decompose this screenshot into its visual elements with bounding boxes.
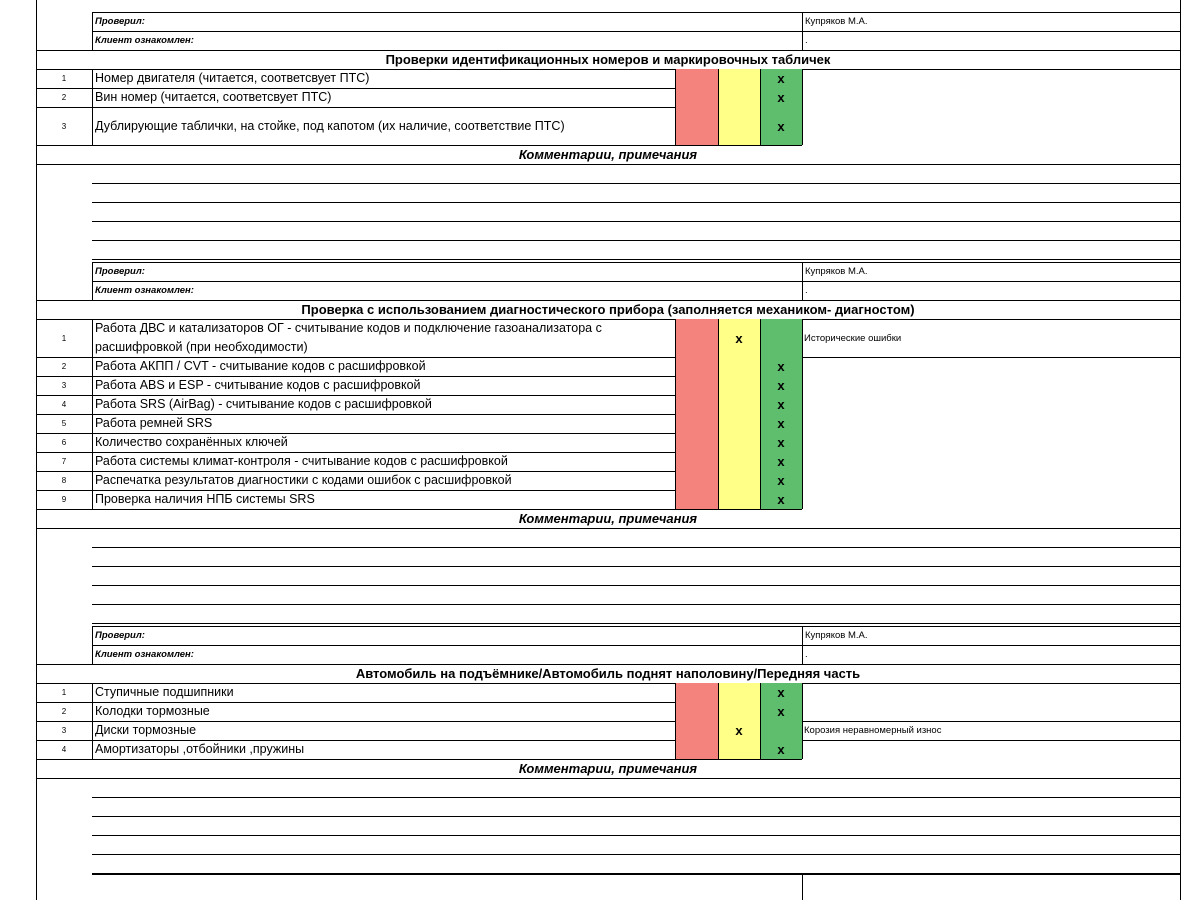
item-note bbox=[802, 471, 1180, 490]
comments-title-row bbox=[0, 145, 1200, 164]
status-green-cell[interactable] bbox=[760, 319, 802, 357]
item-note bbox=[802, 376, 1180, 395]
client-row bbox=[0, 645, 1200, 664]
status-red-cell[interactable] bbox=[675, 740, 718, 759]
check-item-row bbox=[0, 395, 1200, 414]
status-red-cell[interactable] bbox=[675, 357, 718, 376]
comment-line bbox=[92, 202, 1180, 203]
comment-line bbox=[92, 854, 1180, 855]
check-item-row bbox=[0, 740, 1200, 759]
check-item-row bbox=[0, 107, 1200, 145]
client-row bbox=[0, 281, 1200, 300]
status-red-cell[interactable] bbox=[675, 414, 718, 433]
item-text: Количество сохранённых ключей bbox=[95, 435, 288, 449]
status-yellow-cell[interactable] bbox=[718, 88, 760, 107]
check-item-row bbox=[0, 69, 1200, 88]
item-text: Дублирующие таблички, на стойке, под капотом (их наличие, соответствие ПТС) bbox=[95, 118, 565, 133]
item-number: 8 bbox=[61, 476, 67, 485]
checked-by-label: Проверил: bbox=[95, 266, 145, 277]
item-number: 1 bbox=[61, 74, 67, 83]
status-green-cell[interactable]: x bbox=[760, 107, 802, 145]
column-line bbox=[675, 683, 676, 759]
checked-by-label: Проверил: bbox=[95, 16, 145, 27]
item-text: Ступичные подшипники bbox=[95, 685, 234, 699]
item-note bbox=[802, 702, 1180, 721]
comment-line bbox=[92, 835, 1180, 836]
status-green-cell[interactable]: x bbox=[760, 740, 802, 759]
item-note bbox=[802, 395, 1180, 414]
comment-line bbox=[92, 547, 1180, 548]
status-green-cell[interactable]: x bbox=[760, 683, 802, 702]
item-number: 1 bbox=[61, 333, 67, 343]
note-top-line bbox=[802, 319, 1180, 320]
item-number: 2 bbox=[61, 707, 67, 716]
checked-by-value: Купряков М.А. bbox=[805, 266, 868, 277]
status-red-cell[interactable] bbox=[675, 490, 718, 509]
column-line bbox=[760, 69, 761, 145]
status-red-cell[interactable] bbox=[675, 69, 718, 88]
item-text: Работа АКПП / CVT - считывание кодов с расшифровкой bbox=[95, 359, 426, 373]
client-label: Клиент ознакомлен: bbox=[95, 285, 194, 296]
check-item-row bbox=[0, 376, 1200, 395]
comment-line bbox=[92, 240, 1180, 241]
check-item-row bbox=[0, 88, 1200, 107]
item-number: 3 bbox=[61, 381, 67, 390]
status-green-cell[interactable]: x bbox=[760, 88, 802, 107]
section-title-row bbox=[0, 50, 1200, 69]
comments-title-row bbox=[0, 509, 1200, 528]
column-line bbox=[718, 319, 719, 509]
client-label: Клиент ознакомлен: bbox=[95, 649, 194, 660]
item-note bbox=[802, 88, 1180, 107]
note-top-line bbox=[802, 721, 1180, 722]
section-title-row bbox=[0, 664, 1200, 683]
status-yellow-cell[interactable] bbox=[718, 433, 760, 452]
status-yellow-cell[interactable] bbox=[718, 490, 760, 509]
item-text: Вин номер (читается, соответсвует ПТС) bbox=[95, 90, 332, 104]
status-red-cell[interactable] bbox=[675, 721, 718, 740]
status-yellow-cell[interactable] bbox=[718, 107, 760, 145]
column-line bbox=[92, 319, 93, 509]
item-text: Номер двигателя (читается, соответсвует ПТС) bbox=[95, 71, 370, 85]
client-row bbox=[0, 31, 1200, 50]
status-yellow-cell[interactable] bbox=[718, 683, 760, 702]
checked-by-value: Купряков М.А. bbox=[805, 630, 868, 641]
check-item-row bbox=[0, 702, 1200, 721]
status-red-cell[interactable] bbox=[675, 319, 718, 357]
check-item-row bbox=[0, 452, 1200, 471]
item-text: Диски тормозные bbox=[95, 723, 197, 737]
item-text: Распечатка результатов диагностики с кодами ошибок с расшифровкой bbox=[95, 473, 512, 487]
status-yellow-cell[interactable]: x bbox=[718, 319, 760, 357]
comment-line bbox=[92, 585, 1180, 586]
status-red-cell[interactable] bbox=[675, 471, 718, 490]
status-yellow-cell[interactable] bbox=[718, 414, 760, 433]
column-line bbox=[92, 683, 93, 759]
item-note bbox=[802, 414, 1180, 433]
comments-title-bottom-line bbox=[36, 778, 1180, 779]
comments-title-row bbox=[0, 759, 1200, 778]
comment-line bbox=[92, 221, 1180, 222]
status-green-cell[interactable]: x bbox=[760, 702, 802, 721]
comment-line bbox=[92, 566, 1180, 567]
status-red-cell[interactable] bbox=[675, 395, 718, 414]
comment-line bbox=[92, 183, 1180, 184]
comment-line bbox=[92, 604, 1180, 605]
status-yellow-cell[interactable] bbox=[718, 395, 760, 414]
status-green-cell[interactable]: x bbox=[760, 69, 802, 88]
comments-title: Комментарии, примечания bbox=[518, 761, 698, 776]
column-line bbox=[802, 683, 803, 759]
item-text: Работа ABS и ESP - считывание кодов с расшифровкой bbox=[95, 378, 421, 392]
item-note bbox=[802, 69, 1180, 88]
status-yellow-cell[interactable] bbox=[718, 452, 760, 471]
status-yellow-cell[interactable] bbox=[718, 702, 760, 721]
item-note bbox=[802, 107, 1180, 145]
column-line bbox=[802, 69, 803, 145]
item-note bbox=[802, 357, 1180, 376]
item-number: 3 bbox=[61, 726, 67, 735]
item-number: 7 bbox=[61, 457, 67, 466]
comments-title: Комментарии, примечания bbox=[518, 147, 698, 162]
status-yellow-cell[interactable] bbox=[718, 69, 760, 88]
item-number: 3 bbox=[61, 121, 67, 131]
item-note: Исторические ошибки bbox=[804, 332, 902, 344]
comments-title-bottom-line bbox=[36, 164, 1180, 165]
checked-by-value: Купряков М.А. bbox=[805, 16, 868, 27]
status-red-cell[interactable] bbox=[675, 376, 718, 395]
item-number: 5 bbox=[61, 419, 67, 428]
column-line bbox=[92, 69, 93, 145]
client-label: Клиент ознакомлен: bbox=[95, 35, 194, 46]
footer-divider bbox=[802, 874, 803, 900]
status-red-cell[interactable] bbox=[675, 88, 718, 107]
comment-line bbox=[92, 259, 1180, 260]
client-value: . bbox=[805, 285, 808, 296]
check-item-row bbox=[0, 683, 1200, 702]
checked-by-row bbox=[0, 262, 1200, 281]
item-note: Корозия неравномерный износ bbox=[804, 725, 942, 736]
section-title: Проверки идентификационных номеров и маркировочных табличек bbox=[385, 52, 831, 67]
section-title: Проверка с использованием диагностического прибора (заполняется механиком- диагностом) bbox=[301, 302, 915, 317]
status-green-cell[interactable] bbox=[760, 721, 802, 740]
item-note bbox=[802, 740, 1180, 759]
comments-title-bottom-line bbox=[36, 528, 1180, 529]
check-item-row bbox=[0, 721, 1200, 740]
item-text: Работа ремней SRS bbox=[95, 416, 213, 430]
column-line bbox=[675, 319, 676, 509]
status-red-cell[interactable] bbox=[675, 683, 718, 702]
item-note bbox=[802, 490, 1180, 509]
status-green-cell[interactable]: x bbox=[760, 433, 802, 452]
status-yellow-cell[interactable] bbox=[718, 376, 760, 395]
checked-by-label: Проверил: bbox=[95, 630, 145, 641]
item-text: Работа системы климат-контроля - считывание кодов с расшифровкой bbox=[95, 454, 508, 468]
column-line bbox=[760, 319, 761, 509]
status-green-cell[interactable]: x bbox=[760, 490, 802, 509]
column-line bbox=[718, 683, 719, 759]
check-item-row bbox=[0, 357, 1200, 376]
status-red-cell[interactable] bbox=[675, 433, 718, 452]
checked-by-row bbox=[0, 12, 1200, 31]
status-red-cell[interactable] bbox=[675, 702, 718, 721]
status-green-cell[interactable]: x bbox=[760, 471, 802, 490]
section-title-row bbox=[0, 300, 1200, 319]
status-green-cell[interactable]: x bbox=[760, 414, 802, 433]
column-line bbox=[718, 69, 719, 145]
item-note bbox=[802, 683, 1180, 702]
comment-line bbox=[92, 797, 1180, 798]
check-item-row bbox=[0, 319, 1200, 357]
client-value: . bbox=[805, 649, 808, 660]
item-text: Работа SRS (AirBag) - считывание кодов с расшифровкой bbox=[95, 397, 432, 411]
status-green-cell[interactable]: x bbox=[760, 452, 802, 471]
item-number: 6 bbox=[61, 438, 67, 447]
status-yellow-cell[interactable]: x bbox=[718, 721, 760, 740]
comment-line bbox=[92, 623, 1180, 624]
status-yellow-cell[interactable] bbox=[718, 740, 760, 759]
item-text: Работа ДВС и катализаторов ОГ - считывание кодов и подключение газоанализатора с расшифровкой (при необходимости) bbox=[95, 321, 602, 354]
section-left-line bbox=[36, 300, 37, 528]
item-number: 9 bbox=[61, 495, 67, 504]
column-line bbox=[675, 69, 676, 145]
item-text: Проверка наличия НПБ системы SRS bbox=[95, 492, 315, 506]
status-red-cell[interactable] bbox=[675, 452, 718, 471]
item-number: 4 bbox=[61, 745, 67, 754]
footer-line bbox=[92, 874, 1180, 875]
check-item-row bbox=[0, 433, 1200, 452]
section-title: Автомобиль на подъёмнике/Автомобиль поднят наполовину/Передняя часть bbox=[355, 666, 861, 681]
status-yellow-cell[interactable] bbox=[718, 471, 760, 490]
checked-by-row bbox=[0, 626, 1200, 645]
status-red-cell[interactable] bbox=[675, 107, 718, 145]
client-value: . bbox=[805, 35, 808, 46]
item-number: 2 bbox=[61, 93, 67, 102]
item-number: 4 bbox=[61, 400, 67, 409]
item-text: Колодки тормозные bbox=[95, 704, 210, 718]
check-item-row bbox=[0, 414, 1200, 433]
column-line bbox=[760, 683, 761, 759]
column-line bbox=[802, 319, 803, 509]
comment-line bbox=[92, 816, 1180, 817]
check-item-row bbox=[0, 490, 1200, 509]
item-note bbox=[802, 433, 1180, 452]
item-text: Амортизаторы ,отбойники ,пружины bbox=[95, 742, 305, 756]
status-green-cell[interactable]: x bbox=[760, 376, 802, 395]
item-note bbox=[802, 452, 1180, 471]
item-number: 2 bbox=[61, 362, 67, 371]
check-item-row bbox=[0, 471, 1200, 490]
item-number: 1 bbox=[61, 688, 67, 697]
comments-title: Комментарии, примечания bbox=[518, 511, 698, 526]
status-green-cell[interactable]: x bbox=[760, 395, 802, 414]
status-yellow-cell[interactable] bbox=[718, 357, 760, 376]
status-green-cell[interactable]: x bbox=[760, 357, 802, 376]
